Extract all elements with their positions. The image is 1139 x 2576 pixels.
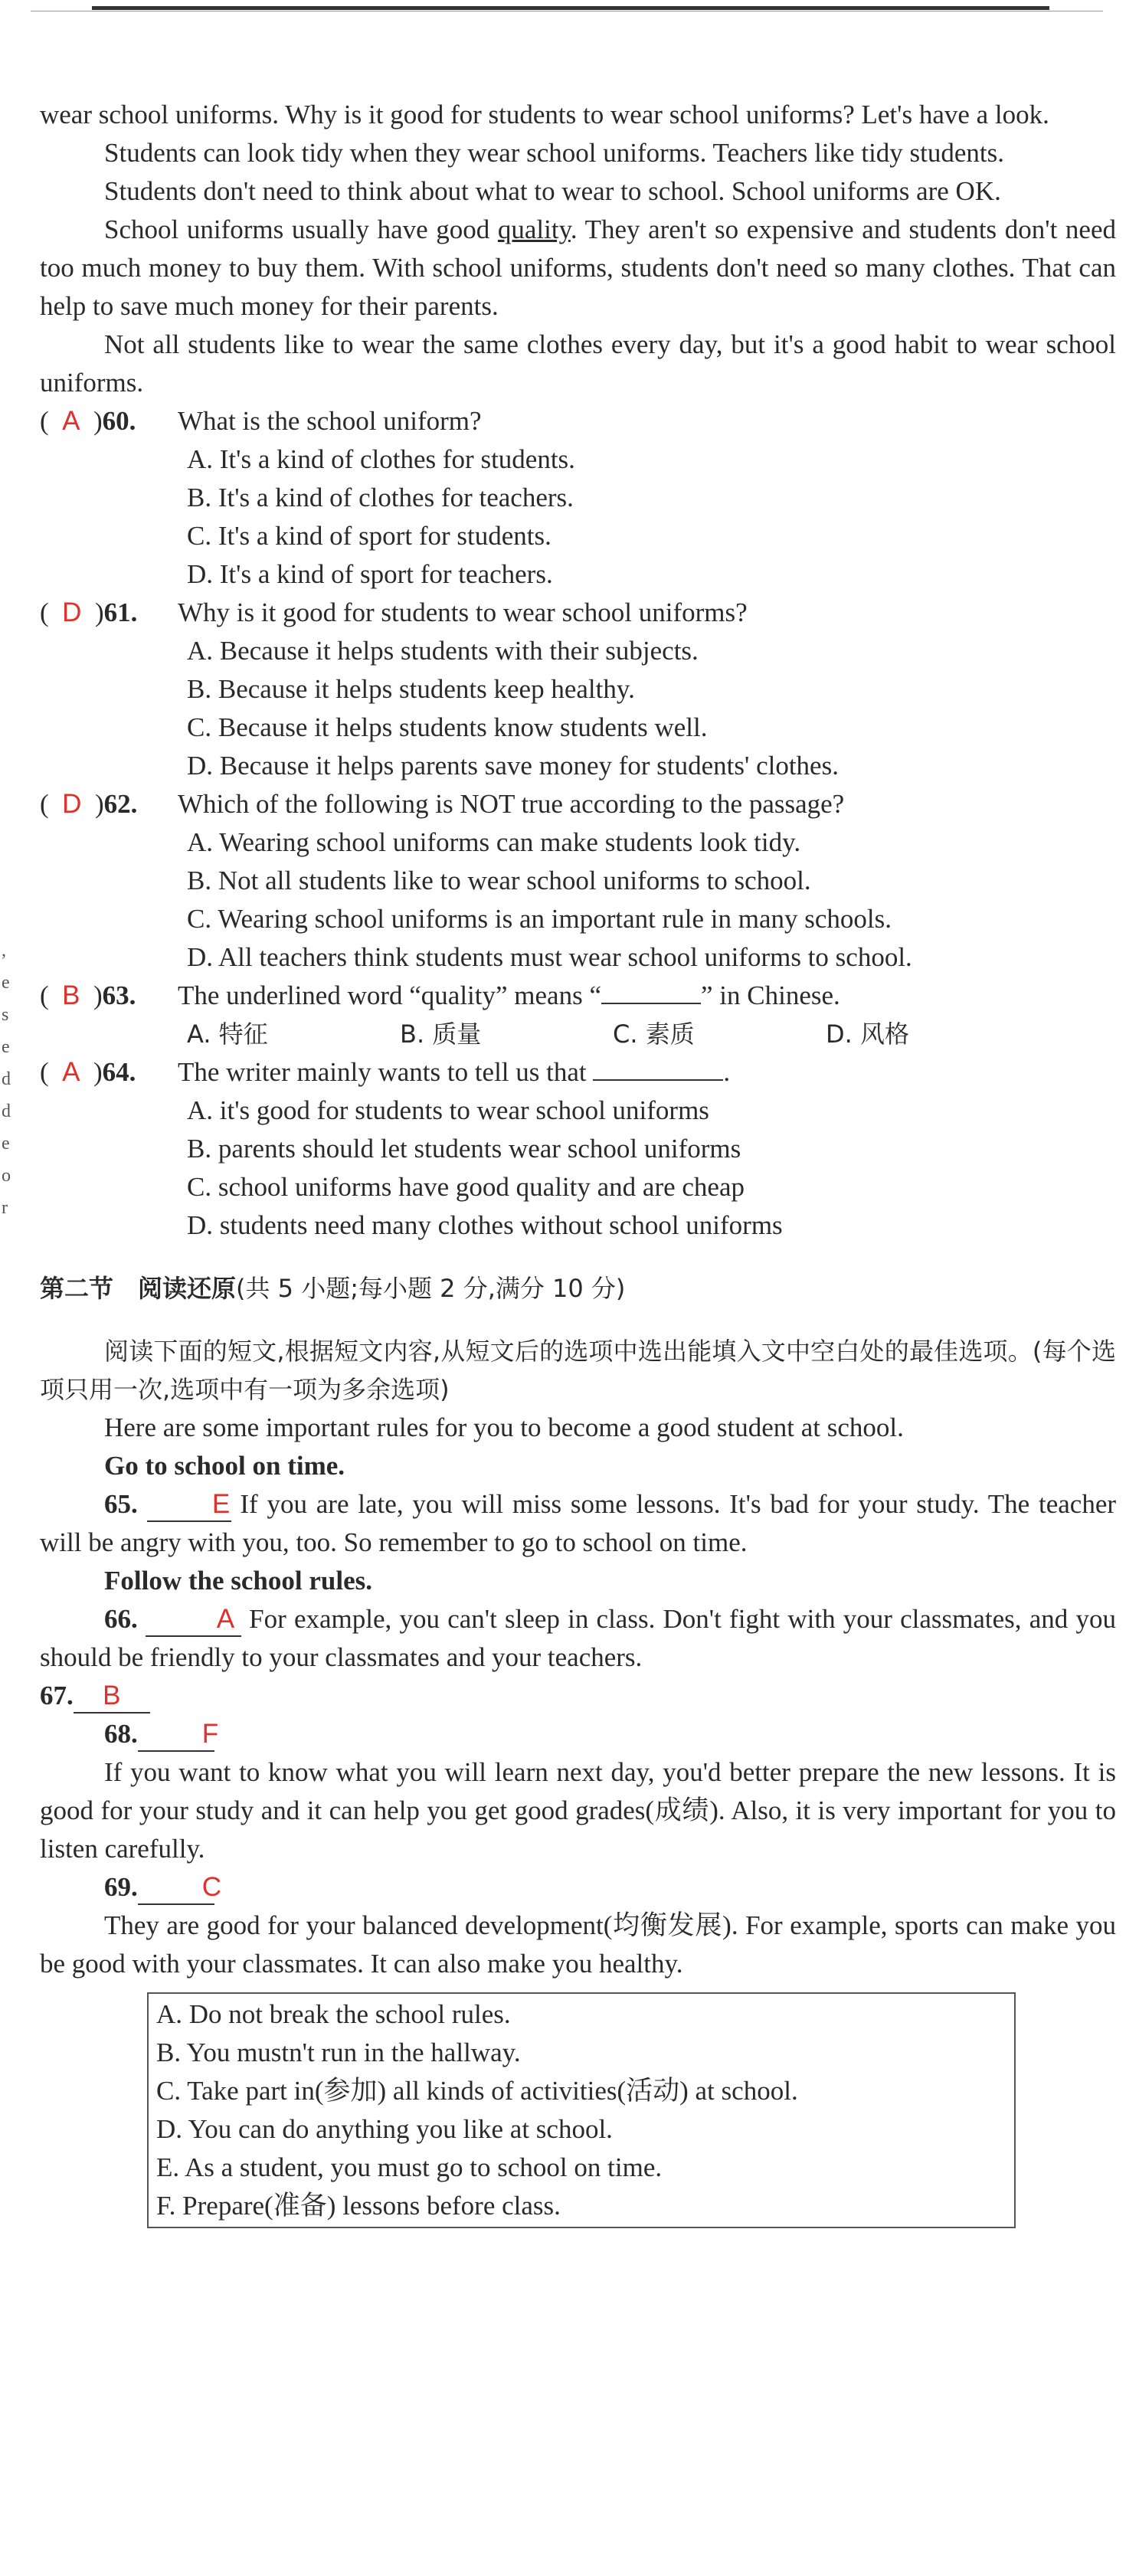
choice-f: F. Prepare(准备) lessons before class.	[156, 2191, 561, 2221]
option-62-d: D. All teachers think students must wear school uniforms to school.	[187, 942, 912, 972]
question-62-stem: Which of the following is NOT true according to the passage?	[178, 789, 845, 819]
option-62-c: C. Wearing school uniforms is an important rule in many schools.	[187, 904, 892, 934]
passage-paragraph-4: School uniforms usually have good quality. They aren't so expensive and students don't need too much money to buy them. With school uniforms, students don't need so many clothes. That can help to save much money for their parents.	[40, 214, 1117, 321]
question-61: ( D )61. Why is it good for students to wear school uniforms?	[40, 594, 1116, 632]
section-2-instruction: 阅读下面的短文,根据短文内容,从短文后的选项中选出能填入文中空白处的最佳选项。(每个选项只用一次,选项中有一项为多余选项)	[40, 1337, 1116, 1404]
choice-e: E. As a student, you must go to school on time.	[156, 2152, 663, 2182]
answer-68: F	[138, 1718, 214, 1752]
option-61-c: C. Because it helps students know students well.	[187, 712, 708, 742]
option-61-a: A. Because it helps students with their subjects.	[187, 636, 699, 666]
option-64-d: D. students need many clothes without school uniforms	[187, 1210, 783, 1240]
option-61-d: D. Because it helps parents save money for students' clothes.	[187, 751, 839, 781]
item-69: 69. C	[40, 1868, 1116, 1907]
answer-65: E	[147, 1488, 231, 1522]
choices-box	[147, 1992, 1016, 2228]
answer-69: C	[138, 1871, 214, 1905]
passage-line-3: Students don't need to think about what to wear to school. School uniforms are OK.	[104, 176, 1001, 206]
question-62: ( D )62. Which of the following is NOT true according to the passage?	[40, 785, 1116, 823]
option-62-a: A. Wearing school uniforms can make students look tidy.	[187, 827, 801, 857]
question-64: ( A )64. The writer mainly wants to tell us that .	[40, 1053, 1116, 1092]
choice-c: C. Take part in(参加) all kinds of activities(活动) at school.	[156, 2076, 798, 2106]
option-63-d: D. 风格	[826, 1020, 909, 1049]
answer-60: A	[62, 406, 80, 436]
blank-63	[601, 1003, 701, 1004]
option-63-b: B. 质量	[400, 1020, 482, 1049]
option-60-a: A. It's a kind of clothes for students.	[187, 444, 575, 474]
answer-66: A	[146, 1603, 241, 1637]
underlined-word-quality: quality	[497, 214, 571, 244]
option-63-c: C. 素质	[613, 1020, 695, 1049]
paragraph-68: If you want to know what you will learn next day, you'd better prepare the new lessons. It is good for your study and it can help you get good grades(成绩). Also, it is very important for you to listen carefully.	[40, 1757, 1116, 1864]
option-62-b: B. Not all students like to wear school uniforms to school.	[187, 866, 811, 895]
passage-line-2: Students can look tidy when they wear school uniforms. Teachers like tidy students.	[104, 138, 1005, 168]
passage-line-1: wear school uniforms. Why is it good for students to wear school uniforms? Let's have a look.	[40, 100, 1049, 129]
section-2-intro: Here are some important rules for you to become a good student at school.	[104, 1412, 904, 1442]
passage-paragraph-5: Not all students like to wear the same clothes every day, but it's a good habit to wear school uniforms.	[40, 329, 1116, 398]
choice-b: B. You mustn't run in the hallway.	[156, 2038, 521, 2067]
binding-margin-marks: , e s e d d e o r	[2, 941, 11, 1218]
question-61-stem: Why is it good for students to wear school uniforms?	[178, 597, 748, 627]
choice-a: A. Do not break the school rules.	[156, 1999, 511, 2029]
option-61-b: B. Because it helps students keep healthy.	[187, 674, 635, 704]
blank-64	[593, 1079, 723, 1081]
answer-63: B	[62, 980, 80, 1010]
answer-61: D	[62, 597, 82, 627]
option-64-b: B. parents should let students wear school uniforms	[187, 1134, 741, 1164]
top-rule	[92, 6, 1049, 10]
section-2-title: 第二节 阅读还原(共 5 小题;每小题 2 分,满分 10 分)	[40, 1274, 626, 1303]
option-60-d: D. It's a kind of sport for teachers.	[187, 559, 553, 589]
question-60: ( A )60. What is the school uniform?	[40, 402, 1116, 440]
option-60-b: B. It's a kind of clothes for teachers.	[187, 483, 574, 512]
item-65: 65. E If you are late, you will miss some lessons. It's bad for your study. The teacher will be angry with you, too. So remember to go to school on time.	[40, 1489, 1117, 1557]
answer-62: D	[62, 789, 82, 819]
option-60-c: C. It's a kind of sport for students.	[187, 521, 551, 551]
item-68: 68. F	[40, 1715, 1116, 1753]
option-63-a: A. 特征	[187, 1020, 268, 1049]
heading-follow-rules: Follow the school rules.	[104, 1566, 372, 1596]
answer-64: A	[62, 1057, 80, 1087]
choice-d: D. You can do anything you like at school.	[156, 2114, 613, 2144]
question-60-stem: What is the school uniform?	[178, 406, 482, 436]
paragraph-69: They are good for your balanced development(均衡发展). For example, sports can make you be good with your classmates. It can also make you healthy.	[40, 1910, 1116, 1979]
answer-67: B	[74, 1680, 150, 1714]
question-63-stem: The underlined word “quality” means “ ” in Chinese.	[178, 980, 840, 1010]
worksheet-page	[40, 96, 1116, 2228]
question-63: ( B )63. The underlined word “quality” means “ ” in Chinese.	[40, 977, 1116, 1015]
options-63	[187, 1015, 1116, 1053]
option-64-c: C. school uniforms have good quality and are cheap	[187, 1172, 745, 1202]
item-67: 67. B	[40, 1677, 1116, 1715]
heading-go-to-school: Go to school on time.	[104, 1451, 345, 1481]
question-64-stem: The writer mainly wants to tell us that .	[178, 1057, 731, 1087]
option-64-a: A. it's good for students to wear school uniforms	[187, 1095, 709, 1125]
item-66: 66. A For example, you can't sleep in class. Don't fight with your classmates, and you should be friendly to your classmates and your teachers.	[40, 1604, 1116, 1672]
